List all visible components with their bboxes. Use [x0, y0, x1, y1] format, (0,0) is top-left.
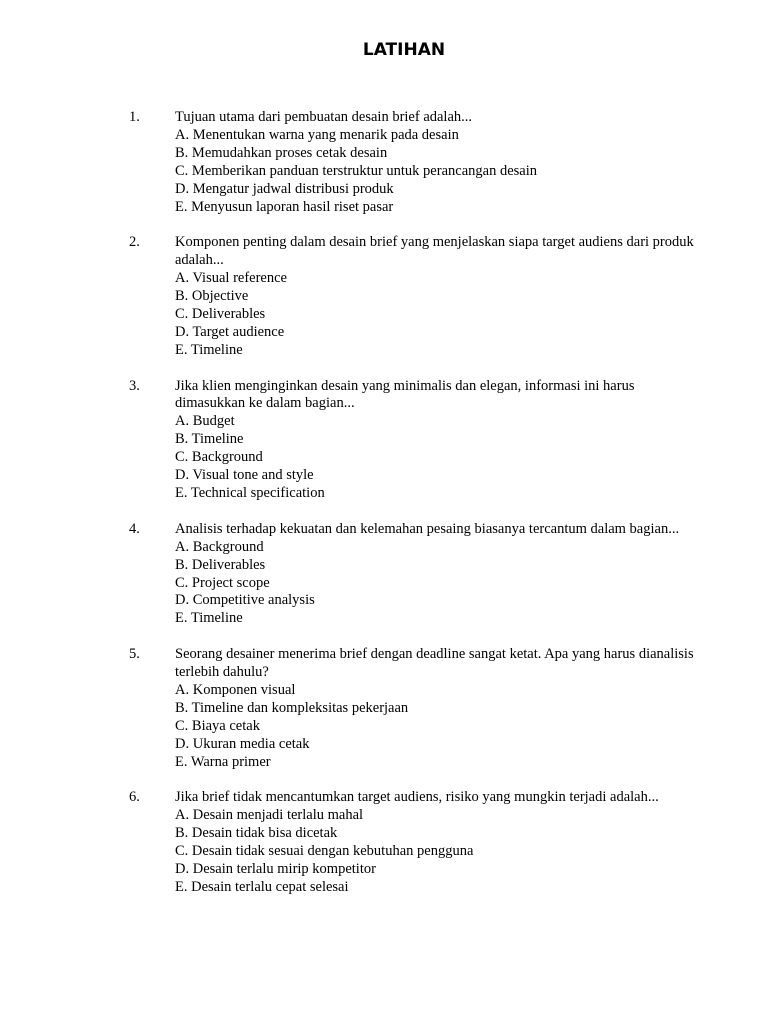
page-title: LATIHAN: [362, 40, 446, 60]
question-text: Jika klien menginginkan desain yang minimalis dan elegan, informasi ini harus dimasukkan ke dalam bagian...: [175, 377, 635, 412]
question-body: [175, 378, 695, 503]
option-c: C. Deliverables: [175, 305, 266, 322]
option-d: D. Mengatur jadwal distribusi produk: [175, 180, 394, 197]
option-a: A. Background: [175, 538, 264, 555]
question-body: [175, 789, 695, 896]
option-c: C. Memberikan panduan terstruktur untuk perancangan desain: [175, 162, 537, 179]
option-b: B. Memudahkan proses cetak desain: [175, 144, 388, 161]
question-text: Analisis terhadap kekuatan dan kelemahan pesaing biasanya tercantum dalam bagian...: [175, 520, 680, 537]
question-item: [0, 646, 768, 771]
question-body: [175, 646, 695, 771]
question-text: Tujuan utama dari pembuatan desain brief adalah...: [175, 109, 473, 125]
option-c: C. Project scope: [175, 574, 270, 591]
option-a: A. Desain menjadi terlalu mahal: [175, 807, 364, 824]
question-number: 3.: [129, 377, 140, 394]
option-e: E. Warna primer: [175, 753, 271, 770]
question-item: [0, 234, 768, 359]
question-list: [0, 109, 768, 915]
question-number: 5.: [129, 646, 140, 663]
question-body: [175, 521, 695, 628]
option-d: D. Ukuran media cetak: [175, 735, 310, 752]
question-item: [0, 521, 768, 628]
option-c: C. Desain tidak sesuai dengan kebutuhan pengguna: [175, 843, 474, 860]
question-body: [175, 234, 695, 359]
option-a: A. Visual reference: [175, 270, 287, 287]
option-d: D. Desain terlalu mirip kompetitor: [175, 860, 376, 877]
option-b: B. Objective: [175, 288, 249, 305]
question-body: [175, 109, 695, 216]
option-e: E. Timeline: [175, 610, 243, 627]
option-a: A. Menentukan warna yang menarik pada desain: [175, 126, 459, 143]
option-d: D. Competitive analysis: [175, 592, 315, 609]
option-e: E. Timeline: [175, 341, 243, 358]
option-c: C. Background: [175, 449, 263, 466]
question-text: Jika brief tidak mencantumkan target audiens, risiko yang mungkin terjadi adalah...: [175, 789, 659, 806]
option-a: A. Komponen visual: [175, 681, 296, 698]
question-number: 1.: [129, 109, 140, 125]
option-e: E. Menyusun laporan hasil riset pasar: [175, 198, 394, 215]
option-b: B. Timeline: [175, 431, 244, 448]
option-e: E. Desain terlalu cepat selesai: [175, 878, 349, 895]
option-c: C. Biaya cetak: [175, 717, 260, 734]
question-item: [0, 109, 768, 216]
question-text: Seorang desainer menerima brief dengan deadline sangat ketat. Apa yang harus dianalisis terlebih dahulu?: [175, 646, 694, 681]
option-d: D. Visual tone and style: [175, 467, 314, 484]
option-b: B. Deliverables: [175, 556, 266, 573]
question-number: 2.: [129, 234, 140, 251]
option-e: E. Technical specification: [175, 485, 325, 501]
question-item: [0, 378, 768, 503]
question-number: 6.: [129, 789, 140, 806]
question-text: Komponen penting dalam desain brief yang menjelaskan siapa target audiens dari produk adalah...: [175, 234, 694, 269]
option-a: A. Budget: [175, 413, 235, 430]
option-b: B. Timeline dan kompleksitas pekerjaan: [175, 699, 409, 716]
question-number: 4.: [129, 520, 140, 537]
question-item: [0, 789, 768, 896]
option-b: B. Desain tidak bisa dicetak: [175, 825, 338, 842]
option-d: D. Target audience: [175, 323, 285, 340]
